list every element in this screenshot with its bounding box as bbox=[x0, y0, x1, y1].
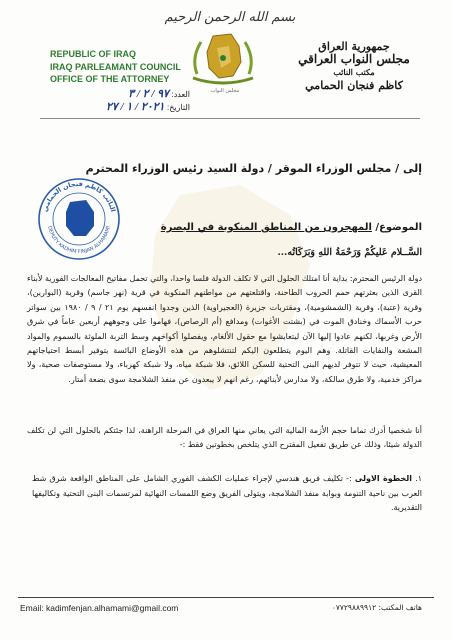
step-label: الخطوة الاولى bbox=[354, 474, 413, 483]
phone-label: هاتف المكتب: bbox=[378, 603, 422, 612]
step-item bbox=[32, 472, 422, 516]
deputy-stamp bbox=[36, 176, 122, 262]
body-paragraph: دولة الرئيس المحترم: بداية أنا امتلك الحلول التي لا تكلف الدولة فلسا واحدا، والتي تحمل مفاتيح المعالجات الفورية لأبناء القرى الذين بعثرتهم حمم الحروب الطاحنة، واقتلعتهم من مواطنهم المنكوبة في قرية (نهر جاسم) وقرية (البوارين)، وقرية (عتبة)، وقرية (الشمشومية)، ومقتربات جزيرة (العجيراوية) الذين وجدوا انفسهم يوم ٢١ / ٩ / ١٩٨٠ بين سواتر حرب الأسماك وخنادق الموت في (بشتت الأغوات) ومدافع (أم الرصاص)، فهاموا على وجوههم أربعين عاماً في شرق الأرض وغربها، لكنهم عادوا إليها الآن ليتعايشوا مع حقول الألغام، ويفصلوا أكواخهم وسط التربة الملوثة بالسموم والمواد المشعة والنفايات القاتلة. وهم اليوم يتطلعون اليكم لتنتشلوهم من هذه الأوضاع البائسة بتوفير أبسط احتياجاتهم المعيشية، حيث لا تتوفر لديهم البنى التحتية للسكن اللائق، فلا شبكة مياه، ولا شبكة كهرباء، ولا مستوصفات صحية، ولا مراكز خدمية، ولا طرق سالكة، ولا مدارس لأبنائهم، رغم انهم لا يبعدون عن منفذ الشلامجة سوى بضعة أمتار. bbox=[27, 274, 423, 384]
subject-line bbox=[42, 222, 422, 233]
subject-text: المهجرون من المناطق المنكوبة في البصرة bbox=[160, 222, 372, 233]
stamp-text-top: النائب كاظم فنجان الحمامي bbox=[40, 179, 118, 213]
number-value: ٩٧ / ٢ / ٣ bbox=[128, 87, 169, 100]
footer-email: Email: kadimfenjan.alhamami@gmail.com bbox=[20, 603, 179, 613]
step-text: :- تكليف فريق هندسي لإجراء عمليات الكشف الفوري الشامل على المناطق الواقعة شرق شط العرب بين ناحية التنومة وبوابة منفذ الشلامجة، ويتولى الفريق وضع اللمسات النهائية لمرتسمات البنى التحتية وتكاليفها التقديرية. bbox=[32, 474, 422, 513]
greeting: السَّــلام عَليكُمْ وَرَحْمَةُ اللهِ وَبَرَكَاتُه... bbox=[277, 247, 422, 258]
english-letterhead bbox=[50, 48, 200, 115]
phone-value: ٠٧٧٢٩٨٨٩٩١٢ bbox=[331, 603, 377, 612]
en-line-country: REPUBLIC OF IRAQ bbox=[50, 49, 137, 59]
footer-divider bbox=[18, 597, 434, 598]
date-value: ٢٠٢١ / ١ / ٢٧ bbox=[105, 101, 165, 113]
en-line-council: IRAQ PARLEAMANT COUNCIL bbox=[50, 61, 181, 72]
addressee-line: إلى / مجلس الوزراء الموقر / دولة السيد رئيس الوزراء المحترم bbox=[85, 162, 422, 175]
parliament-emblem-icon bbox=[183, 28, 263, 90]
stamp-text-bottom: DEPUTY KADHIM FINJAN ALHAMAMI bbox=[46, 225, 112, 256]
ar-line-country: جمهورية العراق bbox=[318, 40, 390, 53]
en-line-office: OFFICE OF THE ATTORNEY bbox=[50, 74, 170, 84]
arabic-letterhead bbox=[284, 40, 424, 92]
ar-line-council: مجلس النواب العراقي bbox=[298, 52, 410, 66]
ar-line-deputy: كاظم فنجان الحمامي bbox=[305, 79, 403, 92]
ar-line-office: مكتب النائب bbox=[333, 67, 375, 77]
paragraph-two: أنا شخصيا أدرك تماما حجم الأزمة المالية التي يعاني منها العراق في المرحلة الراهنة، لذا جئتكم بالحلول التي لن تكلف الدولة شيئا، وذلك عن طريق تفعيل المقترح الذي يتلخص بخطوتين فقط :- bbox=[27, 426, 422, 450]
date-label: التاريخ: bbox=[167, 103, 190, 112]
header-divider bbox=[40, 118, 420, 119]
number-line bbox=[50, 88, 190, 102]
subject-label: الموضوع/ bbox=[375, 222, 422, 233]
bismillah-header: بسم الله الرحمن الرحيم bbox=[164, 10, 296, 25]
footer-phone bbox=[332, 603, 422, 612]
step-number: ١. bbox=[415, 474, 423, 483]
number-label: العدد: bbox=[171, 89, 190, 99]
date-line bbox=[50, 101, 190, 115]
emblem-caption: مجلس النواب bbox=[210, 88, 240, 94]
